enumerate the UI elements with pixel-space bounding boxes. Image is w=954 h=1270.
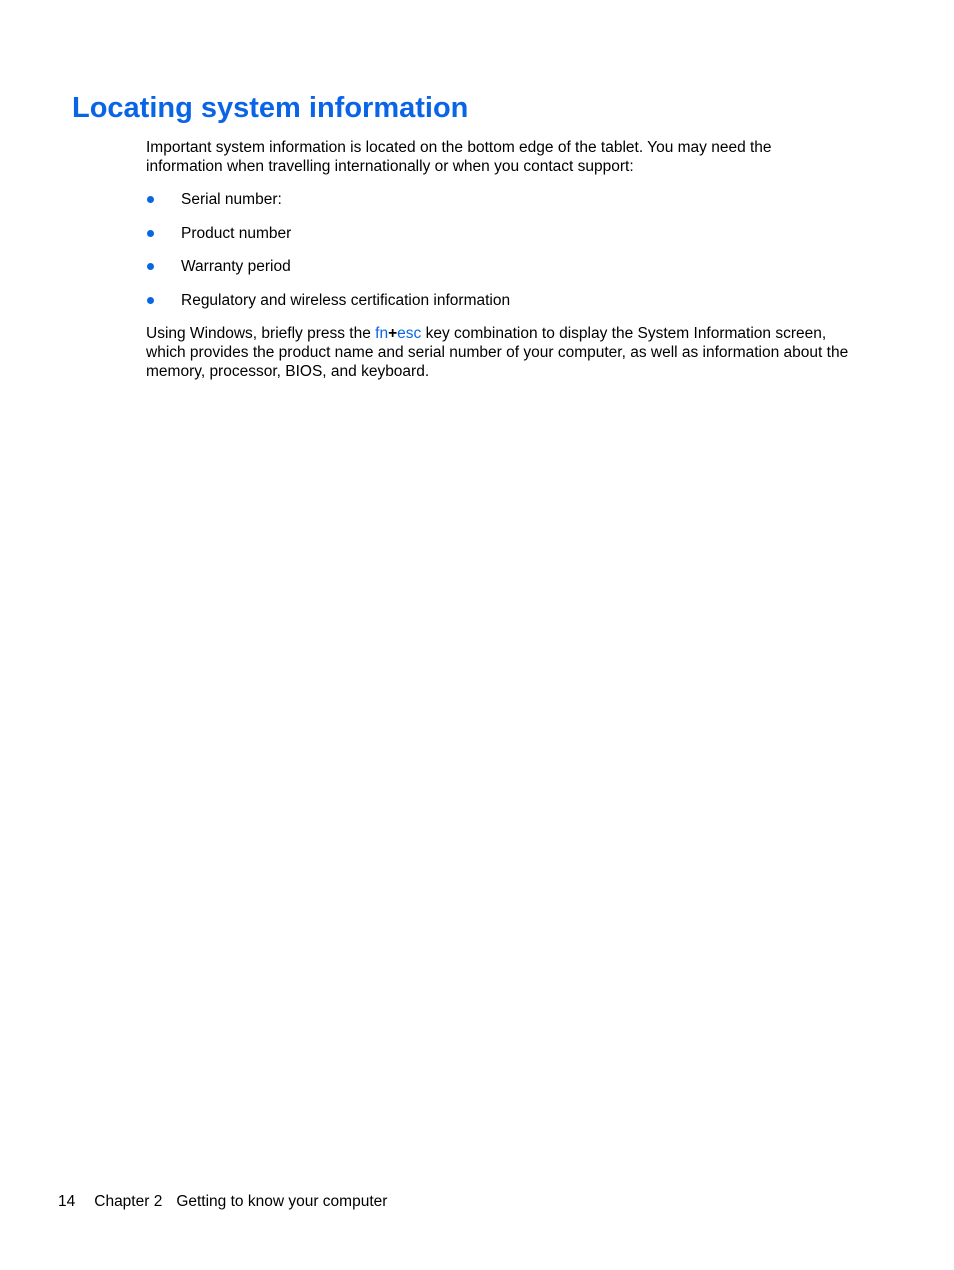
- page-title: Locating system information: [72, 92, 469, 124]
- list-item-label: Regulatory and wireless certification information: [181, 291, 511, 309]
- closing-text-before: Using Windows, briefly press the: [146, 325, 376, 342]
- closing-paragraph: [146, 324, 856, 381]
- list-item: [146, 190, 866, 209]
- closing-text-after: key combination to display the System Information screen, which provides the product name and serial number of your computer, as well as information about the memory, processor, BIOS, and keyboard.: [146, 325, 849, 380]
- list-item: [146, 257, 866, 276]
- intro-paragraph: Important system information is located on the bottom edge of the tablet. You may need the information when travelling internationally or when you contact support:: [146, 139, 772, 175]
- bullet-icon: [147, 196, 154, 203]
- bullet-icon: [147, 263, 154, 270]
- system-info-list: [146, 190, 866, 310]
- list-item: [146, 224, 866, 243]
- footer-chapter: Chapter 2: [94, 1193, 163, 1210]
- list-item-label: Product number: [181, 224, 292, 242]
- page-footer: [58, 1192, 387, 1211]
- page-number: 14: [58, 1193, 76, 1210]
- key-plus: +: [388, 325, 398, 342]
- footer-chapter-title: Getting to know your computer: [176, 1193, 388, 1210]
- bullet-icon: [147, 230, 154, 237]
- list-item-label: Serial number:: [181, 191, 282, 208]
- list-item: [146, 291, 866, 310]
- list-item-label: Warranty period: [181, 258, 291, 275]
- esc-key: esc: [397, 325, 422, 342]
- section-body: [146, 138, 866, 381]
- fn-key: fn: [375, 325, 389, 342]
- bullet-icon: [147, 297, 154, 304]
